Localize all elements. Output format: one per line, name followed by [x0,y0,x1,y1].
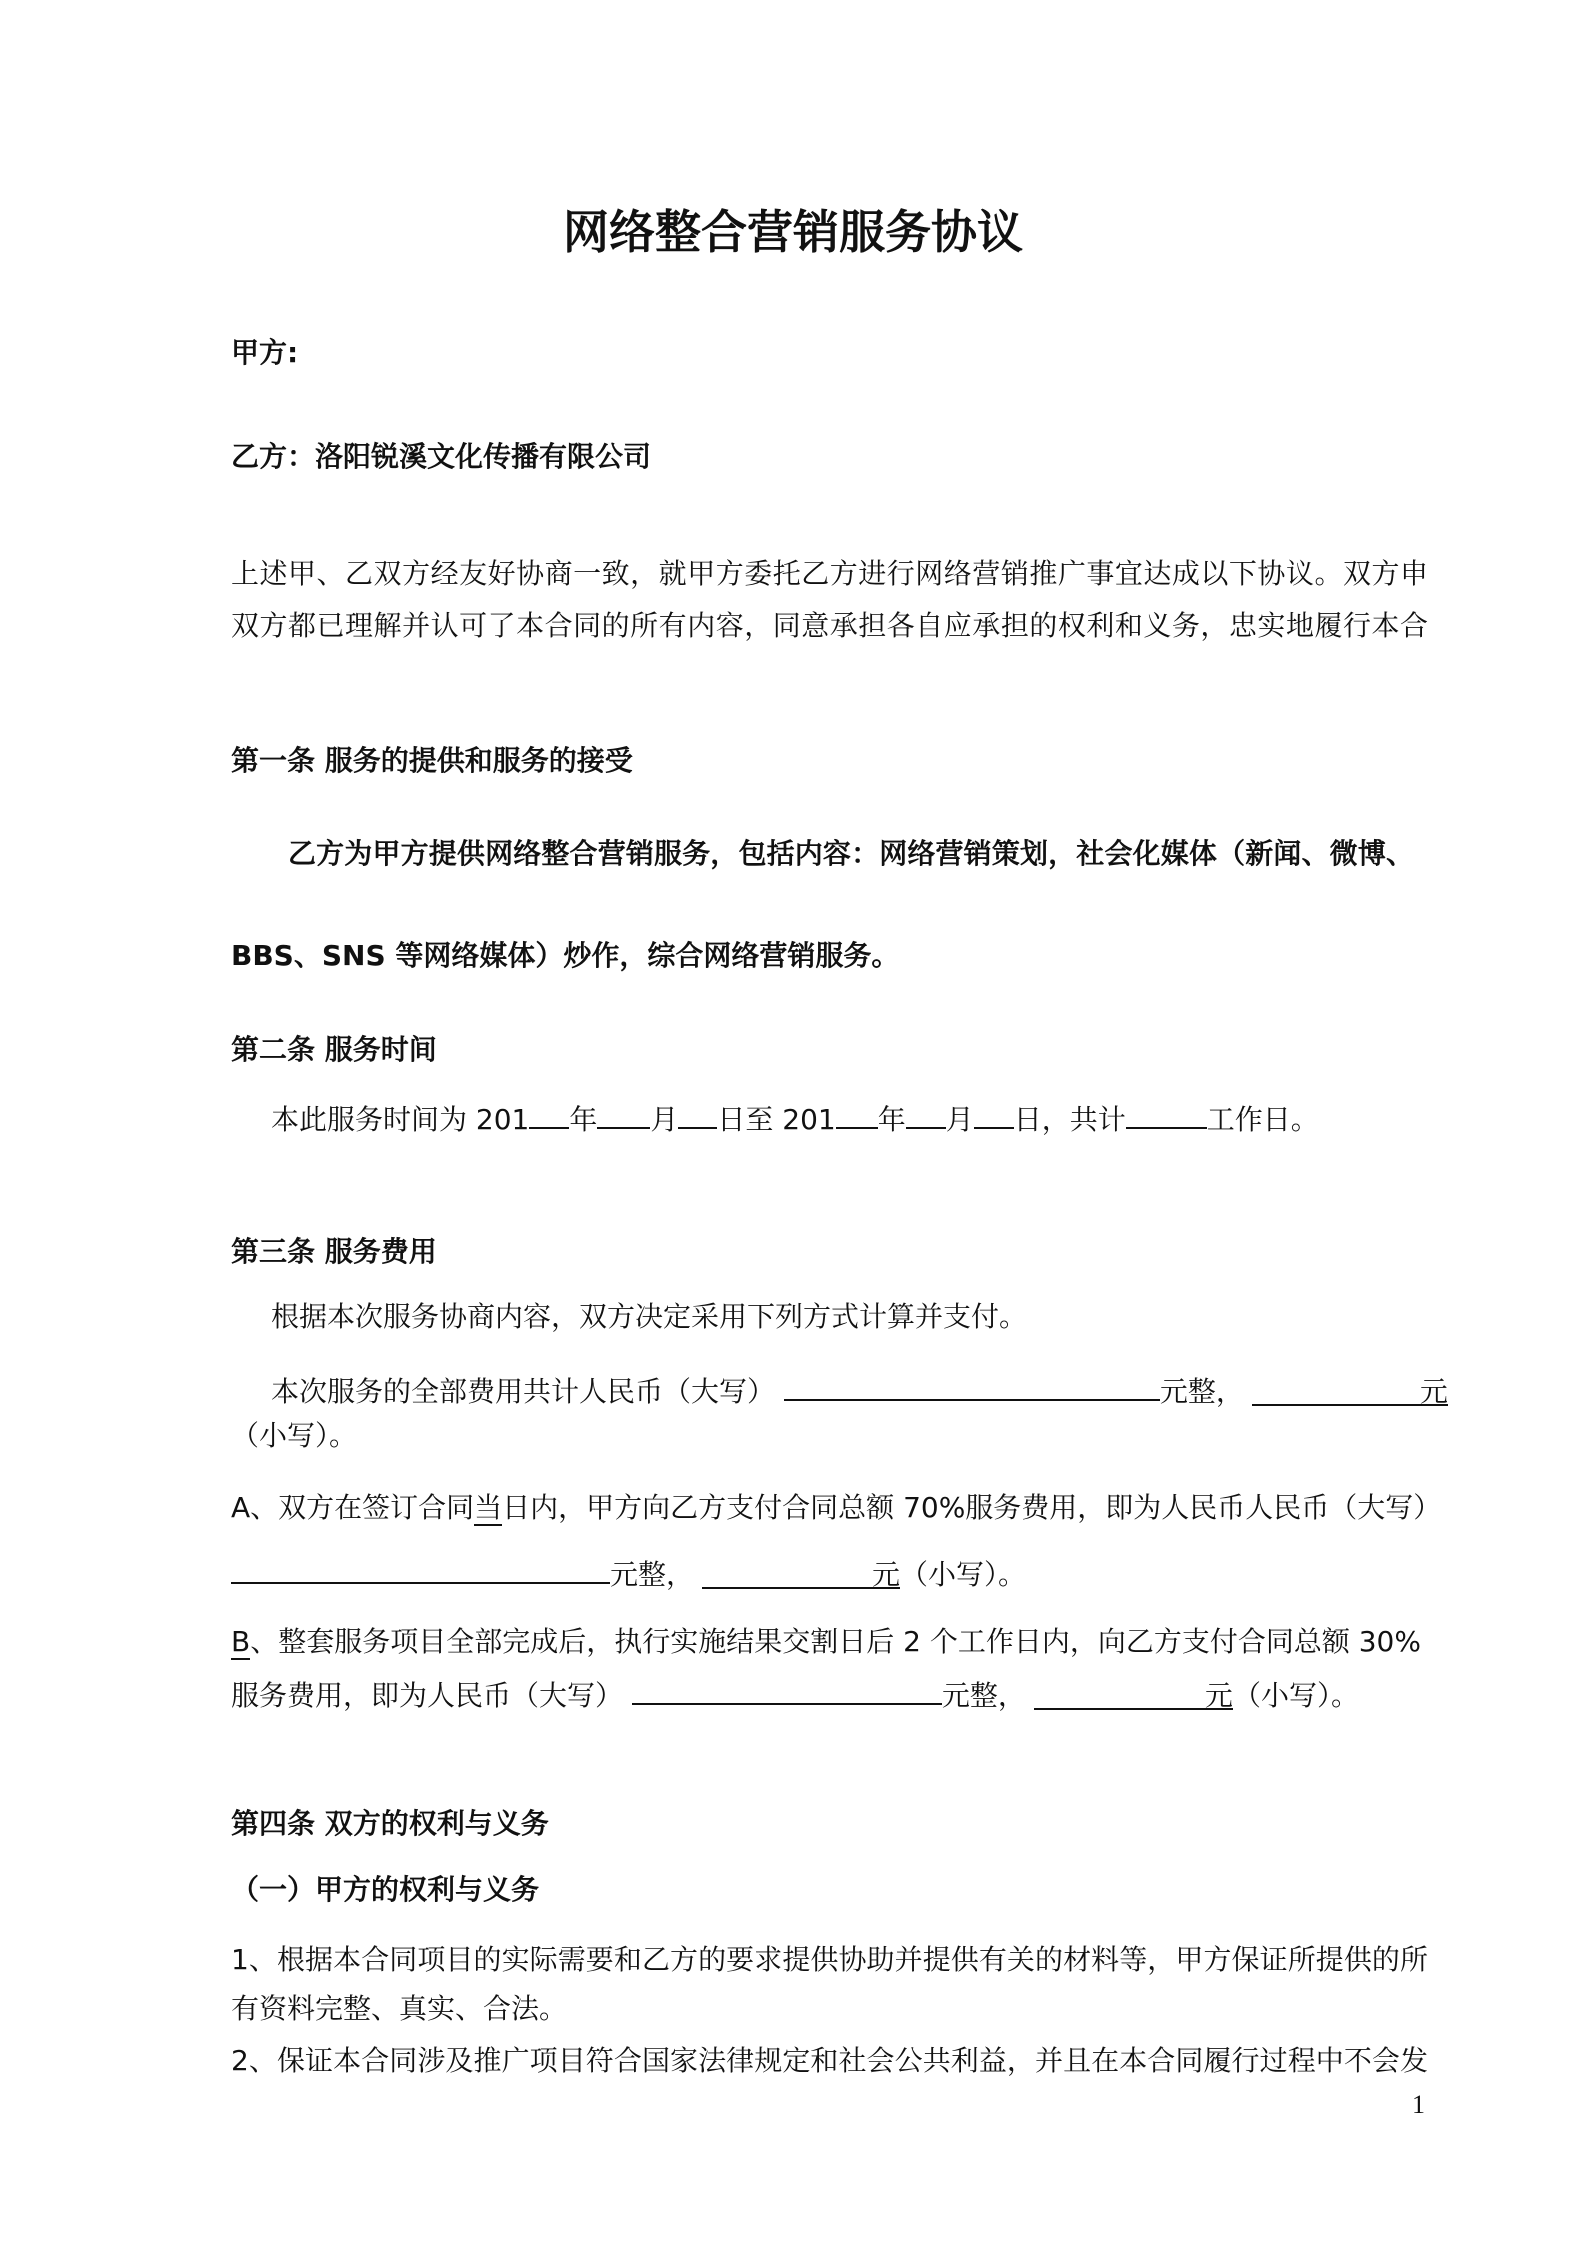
article-1-text: BBS、SNS 等网络媒体）炒作，综合网络营销服务。 [231,939,900,972]
text: 年 [877,1103,906,1136]
text: 元 [872,1558,901,1591]
article-1-heading: 第一条 服务的提供和服务的接受 [231,744,633,777]
text: 元 [1419,1375,1448,1408]
article-3-text: 根据本次服务协商内容，双方决定采用下列方式计算并支付。 [271,1300,1028,1333]
party-b-label: 乙方：洛阳锐溪文化传播有限公司 [231,440,652,473]
total-lowercase-blank[interactable] [1252,1374,1448,1406]
text: 元整， [1159,1375,1244,1408]
article-3-heading: 第三条 服务费用 [231,1235,437,1268]
text: 本此服务时间为 201 [271,1103,530,1136]
b-lowercase-blank[interactable] [1034,1678,1233,1710]
payment-b-line [231,1673,1359,1714]
total-uppercase-blank[interactable] [784,1369,1160,1401]
text: 元整， [941,1679,1026,1712]
text: （小写）。 [900,1558,1027,1591]
text: 服务费用，即为人民币（大写） [231,1679,624,1712]
article-4-item: 有资料完整、真实、合法。 [231,1992,568,2025]
year-start-blank[interactable] [529,1097,569,1129]
payment-a-line [231,1552,1026,1593]
text: 日至 201 [717,1103,836,1136]
text: 、整套服务项目全部完成后，执行实施结果交割日后 2 个工作日内，向乙方支付合同总额 30% [250,1625,1421,1658]
workdays-blank[interactable] [1126,1097,1207,1129]
party-a-label: 甲方: [231,336,299,369]
article-4-subheading: （一）甲方的权利与义务 [231,1873,540,1906]
article-4-item: 1、根据本合同项目的实际需要和乙方的要求提供协助并提供有关的材料等，甲方保证所提供的所 [231,1943,1428,1976]
text: A、双方在签订合同 [231,1491,475,1524]
text: 月 [650,1103,679,1136]
page-number: 1 [1412,2090,1425,2119]
article-4-item: 2、保证本合同涉及推广项目符合国家法律规定和社会公共利益，并且在本合同履行过程中不会发 [231,2044,1428,2077]
payment-b-line [231,1624,1421,1660]
a-lowercase-blank[interactable] [702,1557,900,1589]
text: 工作日。 [1206,1103,1319,1136]
text: B [231,1625,251,1658]
text: 日内，甲方向乙方支付合同总额 70%服务费用，即为人民币人民币（大写） [502,1491,1442,1524]
payment-a-line [231,1490,1442,1526]
day-end-blank[interactable] [974,1097,1014,1129]
text: 本次服务的全部费用共计人民币（大写） [271,1375,776,1408]
article-2-heading: 第二条 服务时间 [231,1033,437,1066]
document-title: 网络整合营销服务协议 [563,205,1023,259]
article-1-text: 乙方为甲方提供网络整合营销服务，包括内容：网络营销策划，社会化媒体（新闻、微博、 [288,837,1414,870]
text: 元 [1204,1679,1233,1712]
intro-line: 上述甲、乙双方经友好协商一致，就甲方委托乙方进行网络营销推广事宜达成以下协议。双方申 [231,557,1428,590]
a-uppercase-blank[interactable] [231,1552,610,1584]
service-time-line [271,1097,1319,1138]
total-fee-line: （小写）。 [231,1419,358,1452]
year-end-blank[interactable] [836,1097,878,1129]
text: 日，共计 [1013,1103,1126,1136]
text: （小写）。 [1232,1679,1359,1712]
total-fee-line [271,1369,1448,1410]
text: 元整， [610,1558,695,1591]
month-end-blank[interactable] [906,1097,946,1129]
b-uppercase-blank[interactable] [632,1673,942,1705]
text: 年 [569,1103,598,1136]
month-start-blank[interactable] [597,1097,650,1129]
text: 当 [474,1491,503,1524]
article-4-heading: 第四条 双方的权利与义务 [231,1807,549,1840]
text: 月 [945,1103,974,1136]
intro-line: 双方都已理解并认可了本合同的所有内容，同意承担各自应承担的权利和义务，忠实地履行本合 [231,609,1428,642]
day-start-blank[interactable] [678,1097,717,1129]
